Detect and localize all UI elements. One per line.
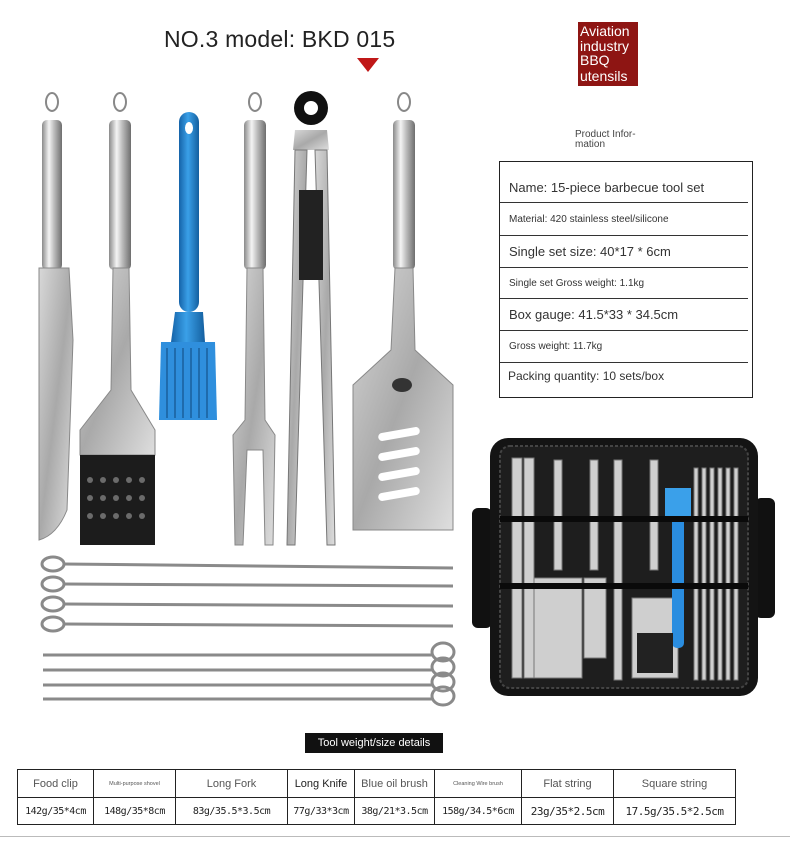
value-cell: 148g/35*8cm	[94, 798, 176, 825]
product-info-label-line: Product Infor-	[575, 129, 636, 140]
value-cell: 83g/35.5*3.5cm	[176, 798, 288, 825]
info-row-name: Name: 15-piece barbecue tool set	[500, 172, 748, 203]
storage-bag-photo	[472, 438, 775, 696]
page-divider	[0, 836, 790, 837]
header-cell: Multi-purpose shovel	[94, 770, 176, 798]
header-cell: Food clip	[18, 770, 94, 798]
info-row-packing: Packing quantity: 10 sets/box	[508, 368, 665, 383]
info-row-material: Material: 420 stainless steel/silicone	[500, 203, 748, 236]
value-cell: 17.5g/35.5*2.5cm	[614, 798, 736, 825]
badge-line: BBQ	[580, 52, 610, 68]
category-badge	[578, 22, 638, 86]
tool-details-table	[17, 769, 736, 825]
silicone-brush-icon	[159, 112, 217, 420]
value-cell: 38g/21*3.5cm	[355, 798, 435, 825]
header-cell: Long Knife	[288, 770, 355, 798]
tool-details-label: Tool weight/size details	[305, 733, 443, 753]
red-triangle-marker-icon	[357, 58, 379, 72]
header-cell: Long Fork	[176, 770, 288, 798]
product-info-label	[575, 130, 655, 150]
badge-line: industry	[580, 38, 630, 54]
value-cell: 158g/34.5*6cm	[435, 798, 522, 825]
cleaning-brush-icon	[80, 93, 155, 545]
skewers-icon	[42, 557, 454, 705]
header-cell: Flat string	[522, 770, 614, 798]
badge-line: utensils	[580, 68, 628, 84]
fork-icon	[233, 93, 275, 545]
info-row-gross-weight: Gross weight: 11.7kg	[500, 331, 748, 363]
model-title: NO.3 model: BKD 015	[164, 26, 396, 52]
header-cell: Blue oil brush	[355, 770, 435, 798]
value-cell: 77g/33*3cm	[288, 798, 355, 825]
value-cell: 142g/35*4cm	[18, 798, 94, 825]
header-cell: Cleaning Wire brush	[435, 770, 522, 798]
tools-product-photo	[33, 90, 463, 710]
tongs-icon	[287, 91, 335, 545]
info-row-box-gauge: Box gauge: 41.5*33 * 34.5cm	[500, 299, 748, 331]
spatula-icon	[353, 93, 453, 530]
badge-line: Aviation	[580, 23, 630, 39]
product-info-label-line: mation	[575, 139, 606, 150]
value-cell: 23g/35*2.5cm	[522, 798, 614, 825]
knife-icon	[39, 93, 73, 540]
info-row-set-weight: Single set Gross weight: 1.1kg	[500, 268, 748, 299]
product-info-table	[499, 161, 753, 398]
info-row-set-size: Single set size: 40*17 * 6cm	[500, 236, 748, 268]
header-cell: Square string	[614, 770, 736, 798]
